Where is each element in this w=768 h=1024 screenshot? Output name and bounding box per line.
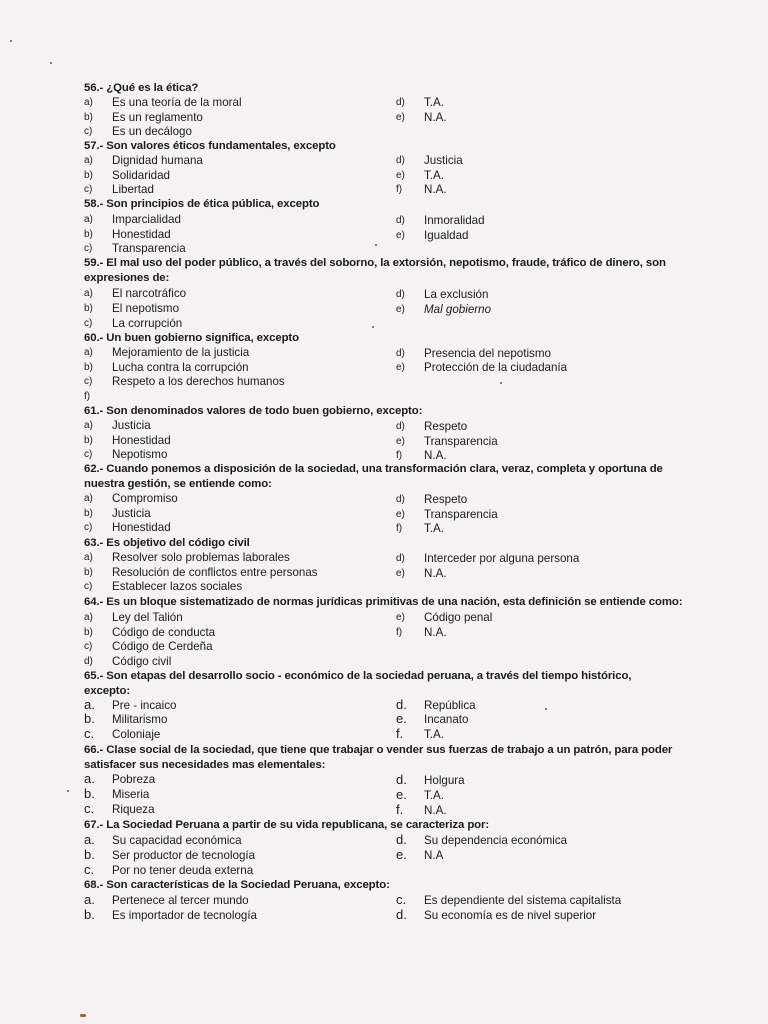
option-text: Solidaridad <box>112 169 171 182</box>
option-letter: c) <box>84 318 93 329</box>
option-letter: b) <box>84 435 93 446</box>
option-text: El nepotismo <box>112 302 180 315</box>
option-text: Pertenece al tercer mundo <box>112 894 249 907</box>
option-text: Mal gobierno <box>424 303 492 316</box>
option-letter: d. <box>396 772 407 787</box>
option-letter: a) <box>84 347 93 358</box>
option-letter: c) <box>84 522 93 533</box>
option-letter: a. <box>84 697 95 712</box>
option-letter: b) <box>84 303 93 314</box>
scan-speck <box>67 790 69 792</box>
option-letter: e. <box>396 711 407 726</box>
option-letter: e) <box>396 170 405 181</box>
question-67-title: 67.- La Sociedad Peruana a partir de su vida republicana, se caracteriza por: <box>84 819 490 831</box>
option-text: Honestidad <box>112 434 171 447</box>
option-letter: f. <box>396 726 404 741</box>
option-letter: d) <box>396 215 405 226</box>
option-letter: c) <box>84 376 93 387</box>
option-text: Transparencia <box>112 242 186 255</box>
option-text: Código de conducta <box>112 626 216 639</box>
option-text: Transparencia <box>424 508 498 521</box>
option-text: Miseria <box>112 788 150 801</box>
option-text: Establecer lazos sociales <box>112 580 243 593</box>
option-letter: a) <box>84 552 93 563</box>
option-letter: b) <box>84 508 93 519</box>
option-text: Coloniaje <box>112 728 161 741</box>
option-text: N.A. <box>424 111 447 124</box>
option-letter: a) <box>84 420 93 431</box>
question-56-title: 56.- ¿Qué es la ética? <box>84 82 199 94</box>
option-letter: e. <box>396 787 407 802</box>
option-letter: c) <box>84 449 93 460</box>
option-letter: e) <box>396 612 405 623</box>
option-text: Ser productor de tecnología <box>112 849 256 862</box>
option-text: Justicia <box>112 507 151 520</box>
scan-speck <box>80 1014 86 1017</box>
scan-speck <box>500 382 502 384</box>
option-text: Presencia del nepotismo <box>424 347 551 360</box>
scan-speck <box>10 40 12 42</box>
option-letter: b) <box>84 229 93 240</box>
option-letter: d) <box>396 155 405 166</box>
option-letter: d. <box>396 907 407 922</box>
option-letter: a) <box>84 97 93 108</box>
option-letter: d) <box>396 494 405 505</box>
option-text: Ley del Talión <box>112 611 183 624</box>
question-61-title: 61.- Son denominados valores de todo buen gobierno, excepto: <box>84 405 423 417</box>
option-letter: b) <box>84 567 93 578</box>
option-text: Dignidad humana <box>112 154 203 167</box>
option-text: Es un decálogo <box>112 125 192 138</box>
option-letter: d) <box>396 553 405 564</box>
option-letter: f) <box>84 391 91 402</box>
option-letter: a) <box>84 155 93 166</box>
option-letter: b. <box>84 786 95 801</box>
option-text: La corrupción <box>112 317 183 330</box>
option-text: Nepotismo <box>112 448 168 461</box>
option-text: T.A. <box>424 96 444 109</box>
option-text: Justicia <box>112 419 151 432</box>
option-text: Pobreza <box>112 773 156 786</box>
option-letter: f. <box>396 802 404 817</box>
option-text: N.A. <box>424 183 447 196</box>
question-58-title: 58.- Son principios de ética pública, excepto <box>84 198 320 210</box>
question-68-title: 68.- Son características de la Sociedad Peruana, excepto: <box>84 879 390 891</box>
option-letter: c. <box>84 862 95 877</box>
option-letter: a. <box>84 892 95 907</box>
option-letter: e. <box>396 847 407 862</box>
option-text: N.A. <box>424 804 447 817</box>
option-text: Protección de la ciudadanía <box>424 361 568 374</box>
option-letter: b) <box>84 170 93 181</box>
option-letter: e) <box>396 568 405 579</box>
option-text: Respeto <box>424 493 468 506</box>
option-letter: a. <box>84 771 95 786</box>
option-text: Honestidad <box>112 521 171 534</box>
option-text: N.A. <box>424 567 447 580</box>
option-letter: d. <box>396 832 407 847</box>
option-text: La exclusión <box>424 288 489 301</box>
option-text: Es un reglamento <box>112 111 203 124</box>
option-text: Resolución de conflictos entre personas <box>112 566 318 579</box>
option-text: Es importador de tecnología <box>112 909 258 922</box>
option-text: Su capacidad económica <box>112 834 242 847</box>
option-letter: c. <box>84 726 95 741</box>
option-text: Resolver solo problemas laborales <box>112 551 290 564</box>
option-letter: c) <box>84 581 93 592</box>
option-letter: b) <box>84 112 93 123</box>
question-57-title: 57.- Son valores éticos fundamentales, excepto <box>84 140 336 152</box>
option-text: El narcotráfico <box>112 287 187 300</box>
question-59-title: 59.- El mal uso del poder público, a través del soborno, la extorsión, nepotismo, fraude, tráfico de dinero, son expresiones de: <box>84 257 666 284</box>
option-text: Lucha contra la corrupción <box>112 361 249 374</box>
option-text: T.A. <box>424 169 444 182</box>
option-letter: a) <box>84 214 93 225</box>
option-text: Inmoralidad <box>424 214 485 227</box>
option-text: Código de Cerdeña <box>112 640 213 653</box>
option-letter: e) <box>396 304 405 315</box>
option-letter: b. <box>84 907 95 922</box>
option-letter: c) <box>84 184 93 195</box>
option-letter: d) <box>396 97 405 108</box>
option-text: Su dependencia económica <box>424 834 568 847</box>
option-letter: c. <box>396 892 407 907</box>
option-letter: e) <box>396 362 405 373</box>
option-text: Es una teoría de la moral <box>112 96 242 109</box>
option-text: Imparcialidad <box>112 213 181 226</box>
option-text: Riqueza <box>112 803 155 816</box>
option-text: T.A. <box>424 789 444 802</box>
question-60-title: 60.- Un buen gobierno significa, excepto <box>84 332 299 344</box>
option-text: N.A. <box>424 626 447 639</box>
option-text: Es dependiente del sistema capitalista <box>424 894 622 907</box>
question-62-title: 62.- Cuando ponemos a disposición de la sociedad, una transformación clara, veraz, completa y oportuna de nuestra gestión, se entiende como: <box>84 463 663 490</box>
option-letter: d) <box>84 656 93 667</box>
option-letter: b) <box>84 362 93 373</box>
option-letter: e) <box>396 436 405 447</box>
option-letter: d) <box>396 421 405 432</box>
option-text: T.A. <box>424 728 444 741</box>
option-letter: e) <box>396 230 405 241</box>
option-text: Holgura <box>424 774 465 787</box>
option-letter: d) <box>396 348 405 359</box>
option-letter: c) <box>84 641 93 652</box>
option-text: Militarismo <box>112 713 168 726</box>
question-63-title: 63.- Es objetivo del código civil <box>84 537 250 549</box>
scan-speck <box>50 62 52 64</box>
option-text: Por no tener deuda externa <box>112 864 254 877</box>
scan-speck <box>375 244 377 246</box>
option-text: T.A. <box>424 522 444 535</box>
option-text: Incanato <box>424 713 469 726</box>
option-text: Mejoramiento de la justicia <box>112 346 250 359</box>
option-letter: f) <box>396 523 403 534</box>
option-letter: c) <box>84 243 93 254</box>
option-letter: f) <box>396 184 403 195</box>
option-text: Código penal <box>424 611 493 624</box>
option-letter: c) <box>84 126 93 137</box>
option-text: Justicia <box>424 154 463 167</box>
option-letter: a) <box>84 288 93 299</box>
question-65-title: 65.- Son etapas del desarrollo socio - económico de la sociedad peruana, a través del tiempo histórico, excepto: <box>84 670 632 697</box>
question-64-title: 64.- Es un bloque sistematizado de normas jurídicas primitivas de una nación, esta definición se entiende como: <box>84 596 683 608</box>
option-letter: e) <box>396 509 405 520</box>
option-text: Su economía es de nivel superior <box>424 909 597 922</box>
option-text: Respeto a los derechos humanos <box>112 375 285 388</box>
option-letter: d) <box>396 289 405 300</box>
option-text: Libertad <box>112 183 154 196</box>
option-text: Honestidad <box>112 228 171 241</box>
option-text: Transparencia <box>424 435 498 448</box>
option-letter: b. <box>84 847 95 862</box>
option-text: República <box>424 699 476 712</box>
scan-speck <box>545 708 547 710</box>
option-letter: a) <box>84 493 93 504</box>
option-letter: b. <box>84 711 95 726</box>
option-letter: b) <box>84 627 93 638</box>
option-text: Interceder por alguna persona <box>424 552 580 565</box>
option-letter: f) <box>396 627 403 638</box>
option-text: Igualdad <box>424 229 469 242</box>
option-text: Pre - incaico <box>112 699 177 712</box>
option-letter: d. <box>396 697 407 712</box>
option-text: N.A <box>424 849 444 862</box>
option-letter: a) <box>84 612 93 623</box>
question-66-title: 66.- Clase social de la sociedad, que tiene que trabajar o vender sus fuerzas de trabajo a un patrón, para poder satisfacer sus necesidades mas elementales: <box>84 744 673 771</box>
option-letter: f) <box>396 450 403 461</box>
option-text: Código civil <box>112 655 172 668</box>
option-letter: c. <box>84 801 95 816</box>
scan-speck <box>372 326 374 328</box>
option-text: Compromiso <box>112 492 178 505</box>
option-letter: a. <box>84 832 95 847</box>
option-text: Respeto <box>424 420 468 433</box>
option-letter: e) <box>396 112 405 123</box>
option-text: N.A. <box>424 449 447 462</box>
